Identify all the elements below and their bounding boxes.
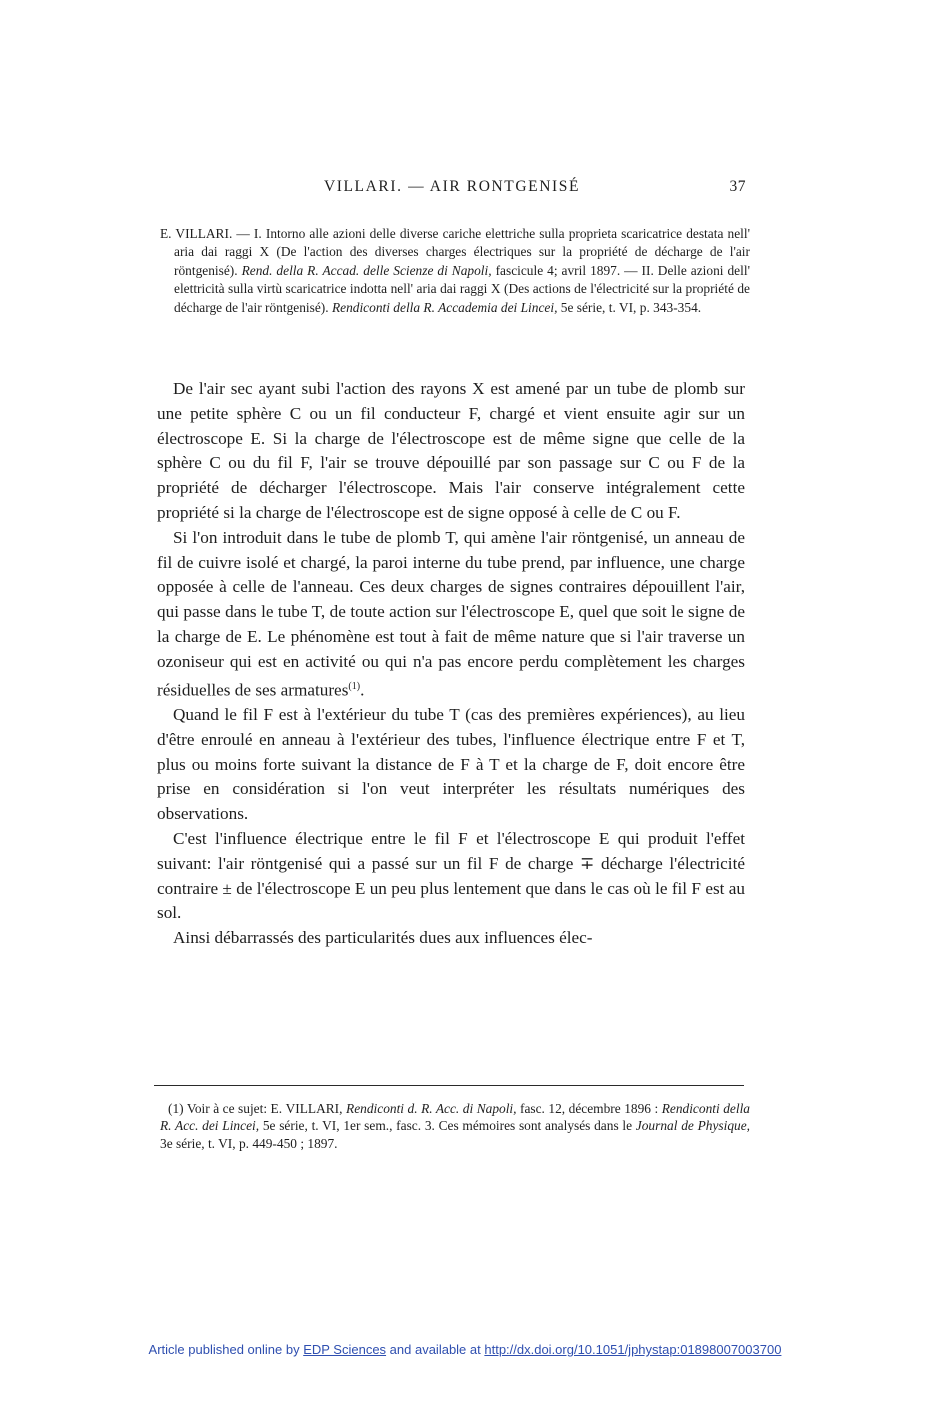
publisher-prefix: Article published online by [148, 1342, 304, 1357]
paragraph-2-text: Si l'on introduit dans le tube de plomb T, qui amène l'air röntgenisé, un anneau de fil de cuivre isolé et chargé, la paroi interne du tube prend, par influence, une charge opposée à celle de l'anneau. Ces deux charges de signes contraires dépouillent l'air, qui passe dans le tube T, de toute action sur l'électroscope E, quel que soit le signe de la charge de E. Le phénomène est tout à fait de même nature que si l'air traverse un ozoniseur qui est en activité ou qui n'a pas encore perdu complètement les charges résiduelles de ses armatures [157, 527, 745, 700]
reference-text-1: — I. Intorno alle azioni delle diverse cariche elettriche sulla proprieta scaricatrice destata nell' aria dai raggi X (De l'action des diverses charges électriques sur la propriété de décharge de l'air röntgenisé). [174, 226, 750, 278]
reference-text-2: fascicule 4; avril 1897. — II. Delle azioni dell' elettricità sulla virtù scaricatrice indotta nell' aria dai raggi X (Des actions de l'électricité sur la propriété de décharge de l'air röntgenisé). [174, 262, 750, 315]
doi-link[interactable]: http://dx.doi.org/10.1051/jphystap:01898007003700 [484, 1342, 782, 1357]
footnote-divider [154, 1085, 744, 1086]
footnote-text-1: Voir à ce sujet: E. [183, 1101, 286, 1116]
footnote-reference[interactable]: (1) [348, 680, 361, 692]
footnote-text-5: 3e série, t. VI, p. 449-450 ; 1897. [160, 1135, 338, 1151]
page-number: 37 [729, 178, 746, 195]
running-title: VILLARI. — AIR RONTGENISÉ [323, 178, 581, 195]
footnote-journal-2: Rendiconti della R. Acc. dei Lincei, [160, 1101, 750, 1134]
paragraph-1: De l'air sec ayant subi l'action des rayons X est amené par un tube de plomb sur une petite sphère C ou un fil conducteur F, chargé et vient ensuite agir sur un électroscope E. Si la charge de l'électroscope est de même signe que celle de la sphère C ou du fil F, l'air se trouve dépouillé par son passage sur C ou F de la propriété de décharger l'électroscope. Mais l'air conserve intégralement cette propriété si la charge de l'électroscope est de signe opposé à celle de C ou F. [157, 379, 745, 522]
reference-author: E. VILLARI. [160, 226, 233, 241]
paragraph-2 [157, 526, 745, 703]
footnote-text-4: 5e série, t. VI, 1er sem., fasc. 3. Ces mémoires sont analysés dans le [259, 1118, 636, 1134]
reference-journal-2: Rendiconti della R. Accademia dei Lincei, [331, 299, 558, 315]
paragraph-2-end: . [360, 680, 365, 700]
reference-journal-1: Rend. della R. Accad. delle Scienze di Napoli, [241, 262, 492, 278]
edp-sciences-link[interactable]: EDP Sciences [303, 1342, 387, 1357]
paragraph-3: Quand le fil F est à l'extérieur du tube T (cas des premières expériences), au lieu d'être enroulé en anneau à l'extérieur des tubes, l'influence électrique entre F et T, plus ou moins forte suivant la distance de F à T et la charge de F, doit encore être prise en considération si l'on veut interpréter les résultats numériques des observations. [157, 705, 745, 824]
footnote-journal-3: Journal de Physique, [635, 1118, 750, 1134]
paragraph-4: C'est l'influence électrique entre le fil F et l'électroscope E qui produit l'effet suivant: l'air röntgenisé qui a passé sur un fil F de charge ∓ décharge l'électricité contraire ± de l'électroscope E un peu plus lentement que dans le cas où le fil F est au sol. [157, 829, 745, 923]
footnote-mark: (1) [168, 1101, 184, 1116]
paragraph-5: Ainsi débarrassés des particularités dues aux influences élec- [173, 928, 593, 948]
footnote-text-3: fasc. 12, décembre 1896 : [516, 1101, 662, 1116]
running-head [158, 178, 746, 202]
publisher-middle: and available at [386, 1342, 485, 1357]
footnote-journal-1: Rendiconti d. R. Acc. di Napoli, [346, 1101, 517, 1116]
footnote-author: VILLARI, [285, 1101, 343, 1116]
footnote [160, 1100, 750, 1152]
publisher-notice [0, 1342, 930, 1357]
bibliographic-reference [160, 225, 750, 317]
article-body [157, 377, 745, 951]
reference-text-3: 5e série, t. VI, p. 343-354. [557, 299, 702, 315]
